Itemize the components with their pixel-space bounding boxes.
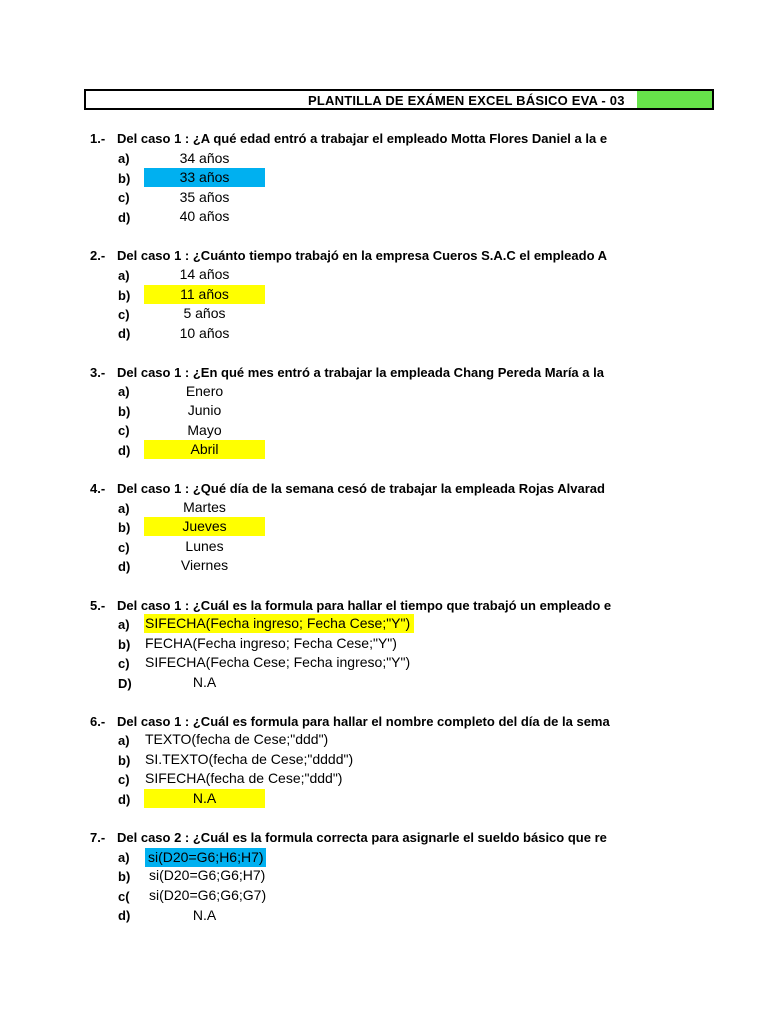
option-letter: c) — [118, 772, 130, 787]
option-letter: c) — [118, 540, 130, 555]
question-number: 4.- — [90, 481, 106, 496]
option-text: 14 años — [179, 266, 230, 282]
option-text: 35 años — [179, 189, 230, 205]
question-number: 1.- — [90, 131, 106, 146]
option-letter: a) — [118, 151, 130, 166]
option-text: Junio — [187, 402, 222, 418]
question-text: Del caso 2 : ¿Cuál es la formula correcta para asignarle el sueldo básico que re — [117, 830, 607, 845]
option-text-highlighted: 11 años — [144, 285, 265, 304]
option-letter: d) — [118, 559, 131, 574]
question-7 — [0, 830, 640, 854]
option-text: Mayo — [187, 422, 222, 438]
question-number: 5.- — [90, 598, 106, 613]
option-text: SIFECHA(Fecha Cese; Fecha ingreso;"Y") — [145, 654, 411, 670]
option-text-highlighted: si(D20=G6;H6;H7) — [145, 848, 266, 867]
option-letter: b) — [118, 171, 131, 186]
page-title: PLANTILLA DE EXÁMEN EXCEL BÁSICO EVA - 03 — [308, 93, 625, 108]
option-letter: b) — [118, 753, 131, 768]
option-letter: d) — [118, 210, 131, 225]
question-3 — [0, 365, 640, 389]
option-letter: c) — [118, 190, 130, 205]
option-text: Viernes — [180, 557, 229, 573]
option-text: Lunes — [185, 538, 224, 554]
option-letter: c) — [118, 656, 130, 671]
option-text: 34 años — [179, 150, 230, 166]
option-text-highlighted: SIFECHA(Fecha ingreso; Fecha Cese;"Y") — [144, 614, 414, 633]
option-letter: D) — [118, 676, 132, 691]
question-number: 6.- — [90, 714, 106, 729]
option-text-highlighted: N.A — [144, 789, 265, 808]
option-letter: d) — [118, 792, 131, 807]
option-text: Enero — [185, 383, 224, 399]
question-2 — [0, 248, 640, 272]
option-text: FECHA(Fecha ingreso; Fecha Cese;"Y") — [145, 635, 397, 651]
option-letter: a) — [118, 501, 130, 516]
question-text: Del caso 1 : ¿Cuál es la formula para hallar el tiempo que trabajó un empleado e — [117, 598, 612, 613]
option-text: si(D20=G6;G6;H7) — [149, 867, 266, 883]
option-letter: c) — [118, 307, 130, 322]
option-letter: b) — [118, 520, 131, 535]
option-letter: b) — [118, 404, 131, 419]
question-text: Del caso 1 : ¿En qué mes entró a trabajar la empleada Chang Pereda María a la — [117, 365, 604, 380]
option-letter: d) — [118, 326, 131, 341]
question-number: 3.- — [90, 365, 106, 380]
question-number: 7.- — [90, 830, 106, 845]
option-text: si(D20=G6;G6;G7) — [149, 887, 267, 903]
question-4 — [0, 481, 640, 505]
option-text: SIFECHA(fecha de Cese;"ddd") — [145, 770, 343, 786]
option-text-highlighted: Abril — [144, 440, 265, 459]
option-letter: b) — [118, 288, 131, 303]
option-text-highlighted: Jueves — [144, 517, 265, 536]
question-text: Del caso 1 : ¿Qué día de la semana cesó de trabajar la empleada Rojas Alvarad — [117, 481, 605, 496]
question-text: Del caso 1 : ¿Cuánto tiempo trabajó en la empresa Cueros S.A.C el empleado A — [117, 248, 608, 263]
option-letter: a) — [118, 617, 130, 632]
option-text: 10 años — [179, 325, 230, 341]
option-letter: b) — [118, 637, 131, 652]
option-text: N.A — [192, 907, 217, 923]
option-letter: d) — [118, 908, 131, 923]
question-text: Del caso 1 : ¿Cuál es formula para hallar el nombre completo del día de la sema — [117, 714, 610, 729]
question-1 — [0, 131, 640, 155]
option-letter: a) — [118, 850, 130, 865]
option-text: TEXTO(fecha de Cese;"ddd") — [145, 731, 329, 747]
option-text: 5 años — [183, 305, 226, 321]
option-letter: c) — [118, 423, 130, 438]
option-letter: d) — [118, 443, 131, 458]
option-letter: a) — [118, 384, 130, 399]
question-text: Del caso 1 : ¿A qué edad entró a trabajar el empleado Motta Flores Daniel a la e — [117, 131, 608, 146]
option-text-highlighted: 33 años — [144, 168, 265, 187]
option-letter: b) — [118, 869, 131, 884]
question-number: 2.- — [90, 248, 106, 263]
option-letter: c( — [118, 889, 130, 904]
option-letter: a) — [118, 733, 130, 748]
option-text: N.A — [192, 674, 217, 690]
option-text: SI.TEXTO(fecha de Cese;"dddd") — [145, 751, 354, 767]
option-text: Martes — [183, 499, 226, 515]
option-letter: a) — [118, 268, 130, 283]
option-text: 40 años — [179, 208, 230, 224]
